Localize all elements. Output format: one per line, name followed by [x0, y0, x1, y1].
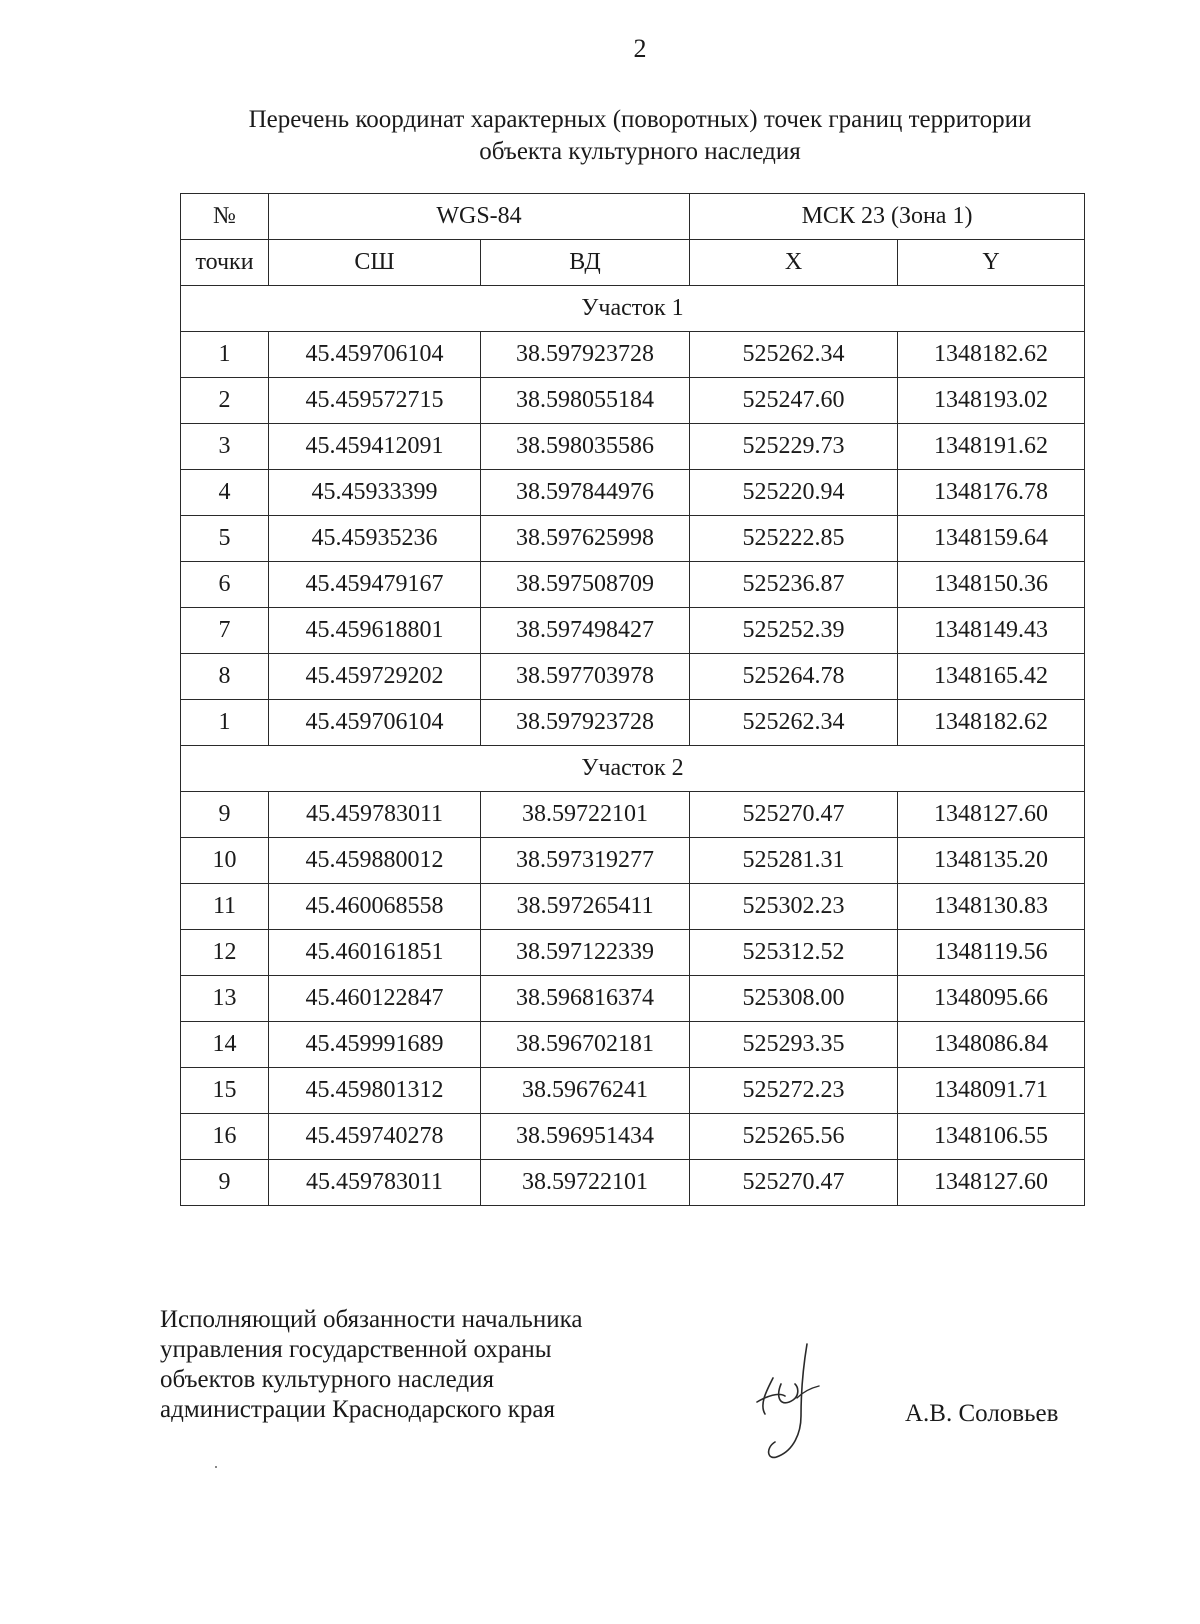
table-row [181, 470, 1085, 516]
y-coordinate-cell: 1348191.62 [898, 424, 1085, 470]
table-row [181, 516, 1085, 562]
latitude-cell: 45.459880012 [269, 838, 481, 884]
latitude-cell: 45.45933399 [269, 470, 481, 516]
latitude-cell: 45.459479167 [269, 562, 481, 608]
longitude-cell: 38.597508709 [481, 562, 690, 608]
longitude-cell: 38.596816374 [481, 976, 690, 1022]
latitude-cell: 45.459740278 [269, 1114, 481, 1160]
point-number-cell: 6 [181, 562, 269, 608]
y-coordinate-cell: 1348086.84 [898, 1022, 1085, 1068]
x-coordinate-cell: 525270.47 [690, 792, 898, 838]
longitude-cell: 38.597265411 [481, 884, 690, 930]
point-number-cell: 5 [181, 516, 269, 562]
table-row [181, 608, 1085, 654]
y-coordinate-cell: 1348182.62 [898, 332, 1085, 378]
longitude-cell: 38.597319277 [481, 838, 690, 884]
x-coordinate-cell: 525264.78 [690, 654, 898, 700]
y-coordinate-cell: 1348130.83 [898, 884, 1085, 930]
header-x: X [690, 240, 898, 286]
longitude-cell: 38.597923728 [481, 700, 690, 746]
longitude-cell: 38.596951434 [481, 1114, 690, 1160]
table-row [181, 1114, 1085, 1160]
y-coordinate-cell: 1348135.20 [898, 838, 1085, 884]
longitude-cell: 38.59722101 [481, 1160, 690, 1206]
longitude-cell: 38.596702181 [481, 1022, 690, 1068]
longitude-cell: 38.597703978 [481, 654, 690, 700]
table-row [181, 1022, 1085, 1068]
table-row [181, 884, 1085, 930]
point-number-cell: 16 [181, 1114, 269, 1160]
point-number-cell: 3 [181, 424, 269, 470]
header-num-top: № [181, 194, 269, 240]
position-line: объектов культурного наследия [160, 1366, 494, 1393]
x-coordinate-cell: 525262.34 [690, 700, 898, 746]
y-coordinate-cell: 1348159.64 [898, 516, 1085, 562]
table-row [181, 654, 1085, 700]
scan-speck [215, 1466, 217, 1468]
longitude-cell: 38.598035586 [481, 424, 690, 470]
longitude-cell: 38.59676241 [481, 1068, 690, 1114]
latitude-cell: 45.459801312 [269, 1068, 481, 1114]
page-number: 2 [633, 34, 647, 63]
y-coordinate-cell: 1348106.55 [898, 1114, 1085, 1160]
table-row [181, 838, 1085, 884]
table-row [181, 332, 1085, 378]
y-coordinate-cell: 1348149.43 [898, 608, 1085, 654]
y-coordinate-cell: 1348091.71 [898, 1068, 1085, 1114]
point-number-cell: 12 [181, 930, 269, 976]
y-coordinate-cell: 1348150.36 [898, 562, 1085, 608]
y-coordinate-cell: 1348165.42 [898, 654, 1085, 700]
longitude-cell: 38.597625998 [481, 516, 690, 562]
longitude-cell: 38.59722101 [481, 792, 690, 838]
section-title: Участок 2 [181, 746, 1085, 792]
x-coordinate-cell: 525270.47 [690, 1160, 898, 1206]
section-title: Участок 1 [181, 286, 1085, 332]
point-number-cell: 8 [181, 654, 269, 700]
latitude-cell: 45.45935236 [269, 516, 481, 562]
longitude-cell: 38.597923728 [481, 332, 690, 378]
longitude-cell: 38.597122339 [481, 930, 690, 976]
latitude-cell: 45.459706104 [269, 700, 481, 746]
table-row [181, 792, 1085, 838]
x-coordinate-cell: 525220.94 [690, 470, 898, 516]
x-coordinate-cell: 525262.34 [690, 332, 898, 378]
table-row [181, 700, 1085, 746]
x-coordinate-cell: 525247.60 [690, 378, 898, 424]
latitude-cell: 45.459572715 [269, 378, 481, 424]
table-row [181, 424, 1085, 470]
signer-name: А.В. Соловьев [905, 1400, 1059, 1427]
latitude-cell: 45.460161851 [269, 930, 481, 976]
point-number-cell: 1 [181, 700, 269, 746]
latitude-cell: 45.459783011 [269, 1160, 481, 1206]
x-coordinate-cell: 525236.87 [690, 562, 898, 608]
y-coordinate-cell: 1348182.62 [898, 700, 1085, 746]
point-number-cell: 14 [181, 1022, 269, 1068]
x-coordinate-cell: 525252.39 [690, 608, 898, 654]
y-coordinate-cell: 1348176.78 [898, 470, 1085, 516]
y-coordinate-cell: 1348095.66 [898, 976, 1085, 1022]
handwritten-signature [745, 1338, 845, 1478]
x-coordinate-cell: 525229.73 [690, 424, 898, 470]
header-lat: СШ [269, 240, 481, 286]
section-row [181, 286, 1085, 332]
latitude-cell: 45.459618801 [269, 608, 481, 654]
latitude-cell: 45.459729202 [269, 654, 481, 700]
point-number-cell: 13 [181, 976, 269, 1022]
table-row [181, 1068, 1085, 1114]
y-coordinate-cell: 1348127.60 [898, 792, 1085, 838]
header-lon: ВД [481, 240, 690, 286]
coordinates-table [180, 193, 1085, 1206]
point-number-cell: 15 [181, 1068, 269, 1114]
x-coordinate-cell: 525281.31 [690, 838, 898, 884]
title-line-2: объекта культурного наследия [479, 138, 801, 165]
latitude-cell: 45.459991689 [269, 1022, 481, 1068]
position-line: администрации Краснодарского края [160, 1396, 556, 1423]
header-row-1 [181, 194, 1085, 240]
point-number-cell: 11 [181, 884, 269, 930]
point-number-cell: 1 [181, 332, 269, 378]
header-wgs84: WGS-84 [269, 194, 690, 240]
header-msk23: МСК 23 (Зона 1) [690, 194, 1085, 240]
latitude-cell: 45.459783011 [269, 792, 481, 838]
y-coordinate-cell: 1348193.02 [898, 378, 1085, 424]
longitude-cell: 38.597844976 [481, 470, 690, 516]
x-coordinate-cell: 525272.23 [690, 1068, 898, 1114]
table-row [181, 1160, 1085, 1206]
position-line: Исполняющий обязанности начальника [160, 1306, 583, 1333]
x-coordinate-cell: 525308.00 [690, 976, 898, 1022]
point-number-cell: 9 [181, 792, 269, 838]
coordinates-table-body [181, 286, 1085, 1206]
y-coordinate-cell: 1348127.60 [898, 1160, 1085, 1206]
point-number-cell: 7 [181, 608, 269, 654]
header-num-bottom: точки [181, 240, 269, 286]
document-title [190, 104, 1090, 168]
header-y: Y [898, 240, 1085, 286]
table-row [181, 930, 1085, 976]
y-coordinate-cell: 1348119.56 [898, 930, 1085, 976]
section-row [181, 746, 1085, 792]
x-coordinate-cell: 525302.23 [690, 884, 898, 930]
longitude-cell: 38.597498427 [481, 608, 690, 654]
longitude-cell: 38.598055184 [481, 378, 690, 424]
point-number-cell: 9 [181, 1160, 269, 1206]
table-row [181, 378, 1085, 424]
latitude-cell: 45.460122847 [269, 976, 481, 1022]
position-line: управления государственной охраны [160, 1336, 552, 1363]
x-coordinate-cell: 525312.52 [690, 930, 898, 976]
header-row-2 [181, 240, 1085, 286]
title-line-1: Перечень координат характерных (поворотных) точек границ территории [248, 106, 1032, 133]
point-number-cell: 10 [181, 838, 269, 884]
x-coordinate-cell: 525222.85 [690, 516, 898, 562]
point-number-cell: 4 [181, 470, 269, 516]
table-row [181, 562, 1085, 608]
x-coordinate-cell: 525265.56 [690, 1114, 898, 1160]
latitude-cell: 45.459706104 [269, 332, 481, 378]
table-row [181, 976, 1085, 1022]
latitude-cell: 45.459412091 [269, 424, 481, 470]
signatory-position [160, 1305, 582, 1425]
x-coordinate-cell: 525293.35 [690, 1022, 898, 1068]
latitude-cell: 45.460068558 [269, 884, 481, 930]
point-number-cell: 2 [181, 378, 269, 424]
